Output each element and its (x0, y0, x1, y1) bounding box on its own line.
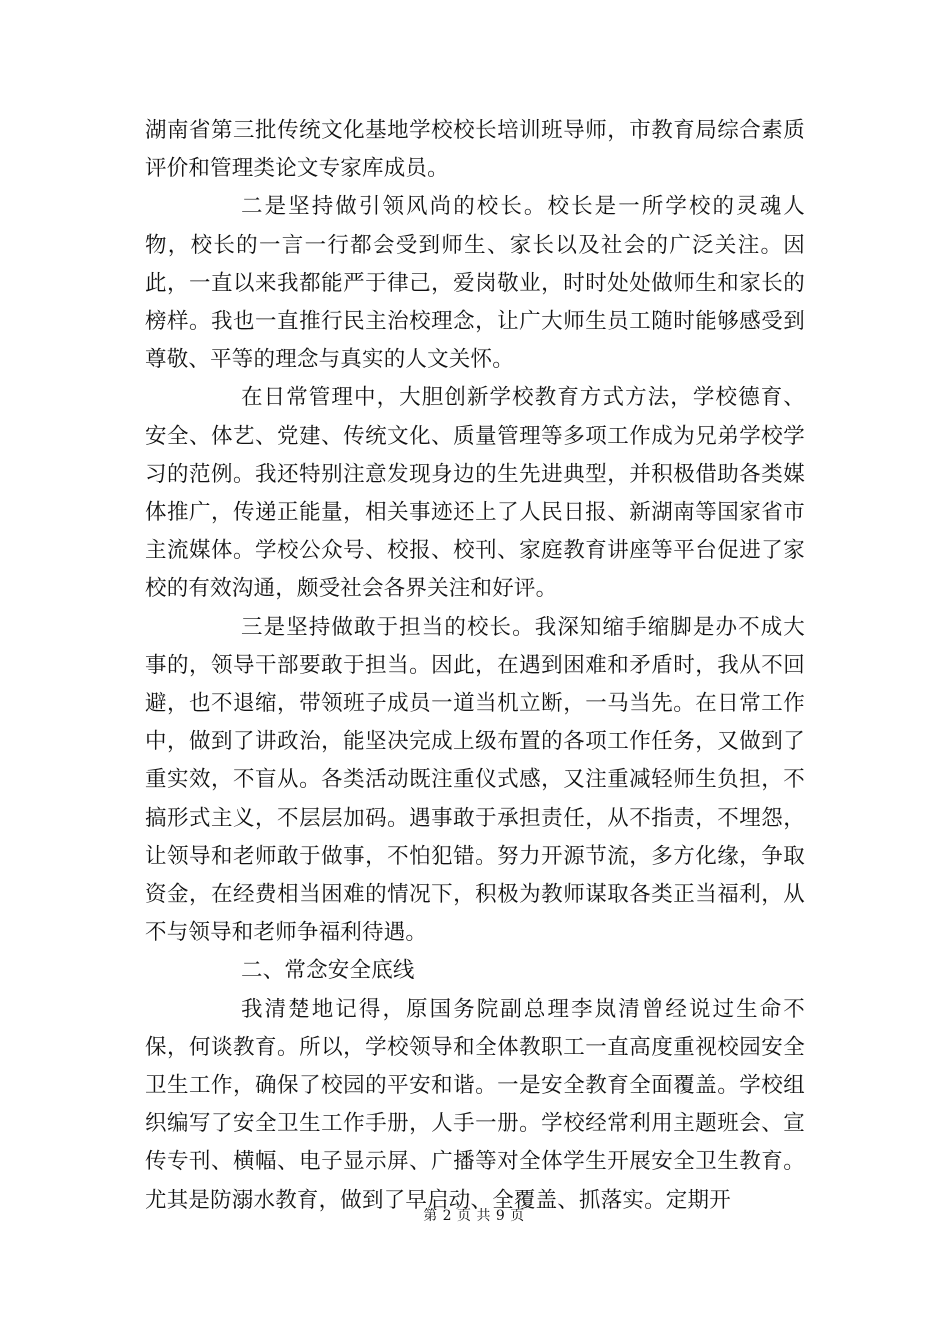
paragraph-daily-management: 在日常管理中，大胆创新学校教育方式方法，学校德育、安全、体艺、党建、传统文化、质量管理等多项工作成为兄弟学校学习的范例。我还特别注意发现身边的生先进典型，并积极借助各类媒体推广，传递正能量，相关事迹还上了人民日报、新湖南等国家省市主流媒体。学校公众号、校报、校刊、家庭教育讲座等平台促进了家校的有效沟通，颇受社会各界关注和好评。 (145, 385, 805, 602)
paragraph-leading-style: 二是坚持做引领风尚的校长。校长是一所学校的灵魂人物，校长的一言一行都会受到师生、家长以及社会的广泛关注。因此，一直以来我都能严于律己，爱岗敬业，时时处处做师生和家长的榜样。我也一直推行民主治校理念，让广大师生员工随时能够感受到尊敬、平等的理念与真实的人文关怀。 (145, 194, 805, 373)
paragraph-safety: 我清楚地记得，原国务院副总理李岚清曾经说过生命不保，何谈教育。所以，学校领导和全体教职工一直高度重视校园安全卫生工作，确保了校园的平安和谐。一是安全教育全面覆盖。学校组织编写了安全卫生工作手册，人手一册。学校经常利用主题班会、宣传专刊、横幅、电子显示屏、广播等对全体学生开展安全卫生教育。尤其是防溺水教育，做到了早启动、全覆盖、抓落实。定期开 (145, 996, 805, 1213)
paragraph-responsibility: 三是坚持做敢于担当的校长。我深知缩手缩脚是办不成大事的，领导干部要敢于担当。因此，在遇到困难和矛盾时，我从不回避，也不退缩，带领班子成员一道当机立断，一马当先。在日常工作中，做到了讲政治，能坚决完成上级布置的各项工作任务，又做到了重实效，不盲从。各类活动既注重仪式感，又注重减轻师生负担，不搞形式主义，不层层加码。遇事敢于承担责任，从不指责，不埋怨，让领导和老师敢于做事，不怕犯错。努力开源节流，多方化缘，争取资金，在经费相当困难的情况下，积极为教师谋取各类正当福利，从不与领导和老师争福利待遇。 (145, 614, 805, 946)
paragraph-continuation: 湖南省第三批传统文化基地学校校长培训班导师，市教育局综合素质评价和管理类论文专家库成员。 (145, 118, 805, 182)
page-number-footer: 第 2 页 共 9 页 (423, 1208, 525, 1224)
document-body (145, 112, 805, 1220)
section-heading-safety: 二、常念安全底线 (241, 958, 415, 984)
